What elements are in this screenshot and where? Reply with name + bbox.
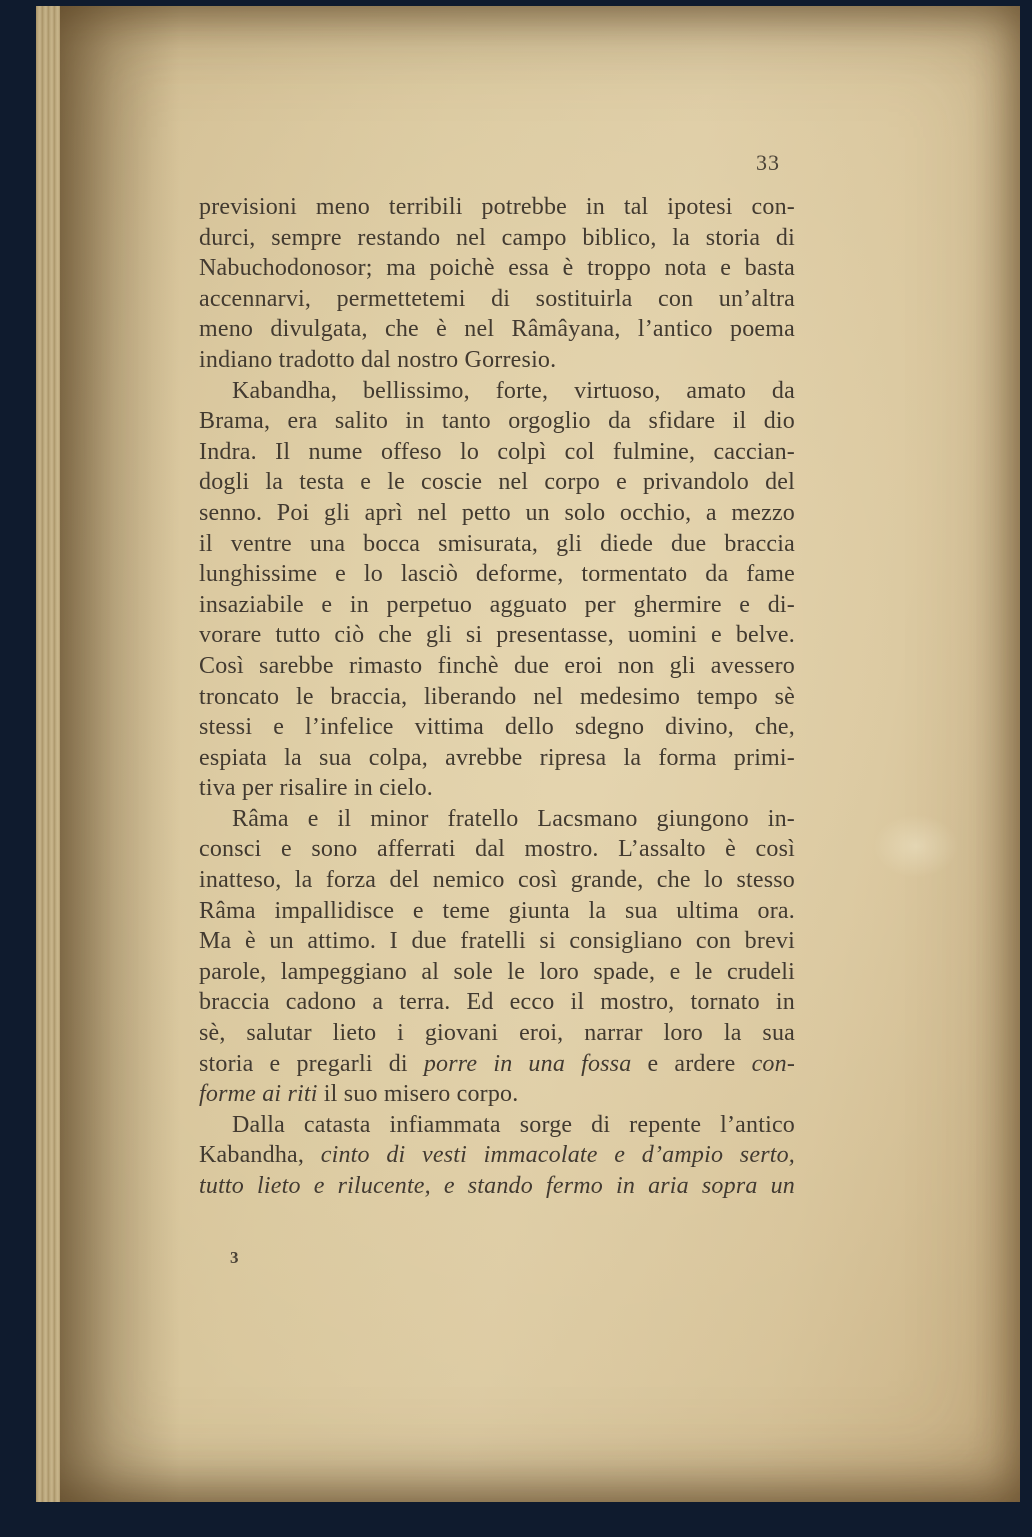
text-segment: accennarvi, permettetemi di sostituirla con un’altra xyxy=(199,285,795,312)
text-segment: braccia cadono a terra. Ed ecco il mostro, tornato in xyxy=(199,989,795,1016)
text-segment: Râma e il minor fratello Lacsmano giungono in- xyxy=(232,805,795,832)
italic-text-segment: cinto di vesti immacolate e d’ampio serto, xyxy=(320,1142,795,1169)
text-line xyxy=(199,1079,795,1110)
text-line xyxy=(199,467,795,498)
text-line xyxy=(199,957,795,988)
text-line xyxy=(199,498,795,529)
text-segment: il ventre una bocca smisurata, gli diede due braccia xyxy=(199,530,795,557)
text-segment: inatteso, la forza del nemico così grande, che lo stesso xyxy=(199,867,795,894)
italic-text-segment: tutto lieto e rilucente, e stando fermo in aria sopra un xyxy=(199,1173,795,1199)
text-line xyxy=(199,1110,795,1141)
text-segment: il suo misero corpo. xyxy=(317,1081,519,1108)
text-segment: durci, sempre restando nel campo biblico, la storia di xyxy=(199,224,795,251)
book-page xyxy=(36,6,1020,1502)
signature-mark: 3 xyxy=(230,1248,239,1267)
text-segment: indiano tradotto dal nostro Gorresio. xyxy=(199,346,557,373)
text-line xyxy=(199,743,795,774)
text-segment: stessi e l’infelice vittima dello sdegno divino, che, xyxy=(199,714,795,741)
text-line xyxy=(199,590,795,621)
text-segment: espiata la sua colpa, avrebbe ripresa la forma primi- xyxy=(199,744,795,771)
text-line xyxy=(199,987,795,1018)
text-line xyxy=(199,284,795,315)
text-segment: Dalla catasta infiammata sorge di repente l’antico xyxy=(232,1111,795,1138)
text-line xyxy=(199,1171,795,1202)
text-line xyxy=(199,223,795,254)
text-line xyxy=(199,314,795,345)
text-segment: consci e sono afferrati dal mostro. L’assalto è così xyxy=(199,836,795,863)
paragraph xyxy=(199,376,795,804)
text-segment: e ardere xyxy=(631,1050,752,1077)
text-line xyxy=(199,1140,795,1171)
text-line xyxy=(199,712,795,743)
text-line xyxy=(199,345,795,376)
italic-text-segment: con- xyxy=(751,1050,796,1077)
text-segment: Râma impallidisce e teme giunta la sua ultima ora. xyxy=(199,897,795,924)
text-line xyxy=(199,529,795,560)
text-segment: Kabandha, xyxy=(199,1142,321,1169)
text-segment: storia e pregarli di xyxy=(199,1050,424,1077)
text-segment: Nabuchodonosor; ma poichè essa è troppo nota e basta xyxy=(199,255,795,282)
text-segment: meno divulgata, che è nel Râmâyana, l’antico poema xyxy=(199,316,795,343)
text-line xyxy=(199,1018,795,1049)
text-line xyxy=(199,896,795,927)
text-segment: Indra. Il nume offeso lo colpì col fulmine, caccian- xyxy=(199,438,795,465)
text-segment: dogli la testa e le coscie nel corpo e privandolo del xyxy=(199,469,795,496)
text-segment: lunghissime e lo lasciò deforme, tormentato da fame xyxy=(199,561,795,588)
text-segment: insaziabile e in perpetuo agguato per ghermire e di- xyxy=(199,591,795,618)
gutter-shadow xyxy=(60,6,180,1502)
text-line xyxy=(199,865,795,896)
text-line xyxy=(199,376,795,407)
italic-text-segment: forme ai riti xyxy=(199,1081,318,1108)
text-line xyxy=(199,651,795,682)
text-line xyxy=(199,559,795,590)
text-segment: Così sarebbe rimasto finchè due eroi non gli avessero xyxy=(199,652,795,679)
text-line xyxy=(199,1049,795,1080)
text-segment: troncato le braccia, liberando nel medesimo tempo sè xyxy=(199,683,795,710)
text-segment: Kabandha, bellissimo, forte, virtuoso, amato da xyxy=(232,377,795,404)
page-number: 33 xyxy=(756,150,780,175)
text-segment: Brama, era salito in tanto orgoglio da sfidare il dio xyxy=(199,408,795,435)
text-line xyxy=(199,620,795,651)
text-segment: tiva per risalire in cielo. xyxy=(199,775,433,802)
text-segment: previsioni meno terribili potrebbe in tal ipotesi con- xyxy=(199,194,795,220)
text-line xyxy=(199,253,795,284)
text-line xyxy=(199,192,795,223)
text-line xyxy=(199,926,795,957)
text-line xyxy=(199,773,795,804)
paragraph xyxy=(199,804,795,1110)
text-segment: parole, lampeggiano al sole le loro spade, e le crudeli xyxy=(199,958,795,985)
text-segment: sè, salutar lieto i giovani eroi, narrar loro la sua xyxy=(199,1020,795,1047)
text-segment: Ma è un attimo. I due fratelli si consigliano con brevi xyxy=(199,928,795,955)
text-segment: senno. Poi gli aprì nel petto un solo occhio, a mezzo xyxy=(199,499,795,526)
text-line xyxy=(199,682,795,713)
text-block xyxy=(199,192,795,1202)
paragraph xyxy=(199,1110,795,1202)
text-line xyxy=(199,437,795,468)
text-segment: vorare tutto ciò che gli si presentasse, uomini e belve. xyxy=(199,622,795,649)
text-line xyxy=(199,406,795,437)
italic-text-segment: porre in una fossa xyxy=(423,1050,632,1077)
stacked-page-edges xyxy=(36,6,60,1502)
text-line xyxy=(199,834,795,865)
text-line xyxy=(199,804,795,835)
paragraph xyxy=(199,192,795,376)
